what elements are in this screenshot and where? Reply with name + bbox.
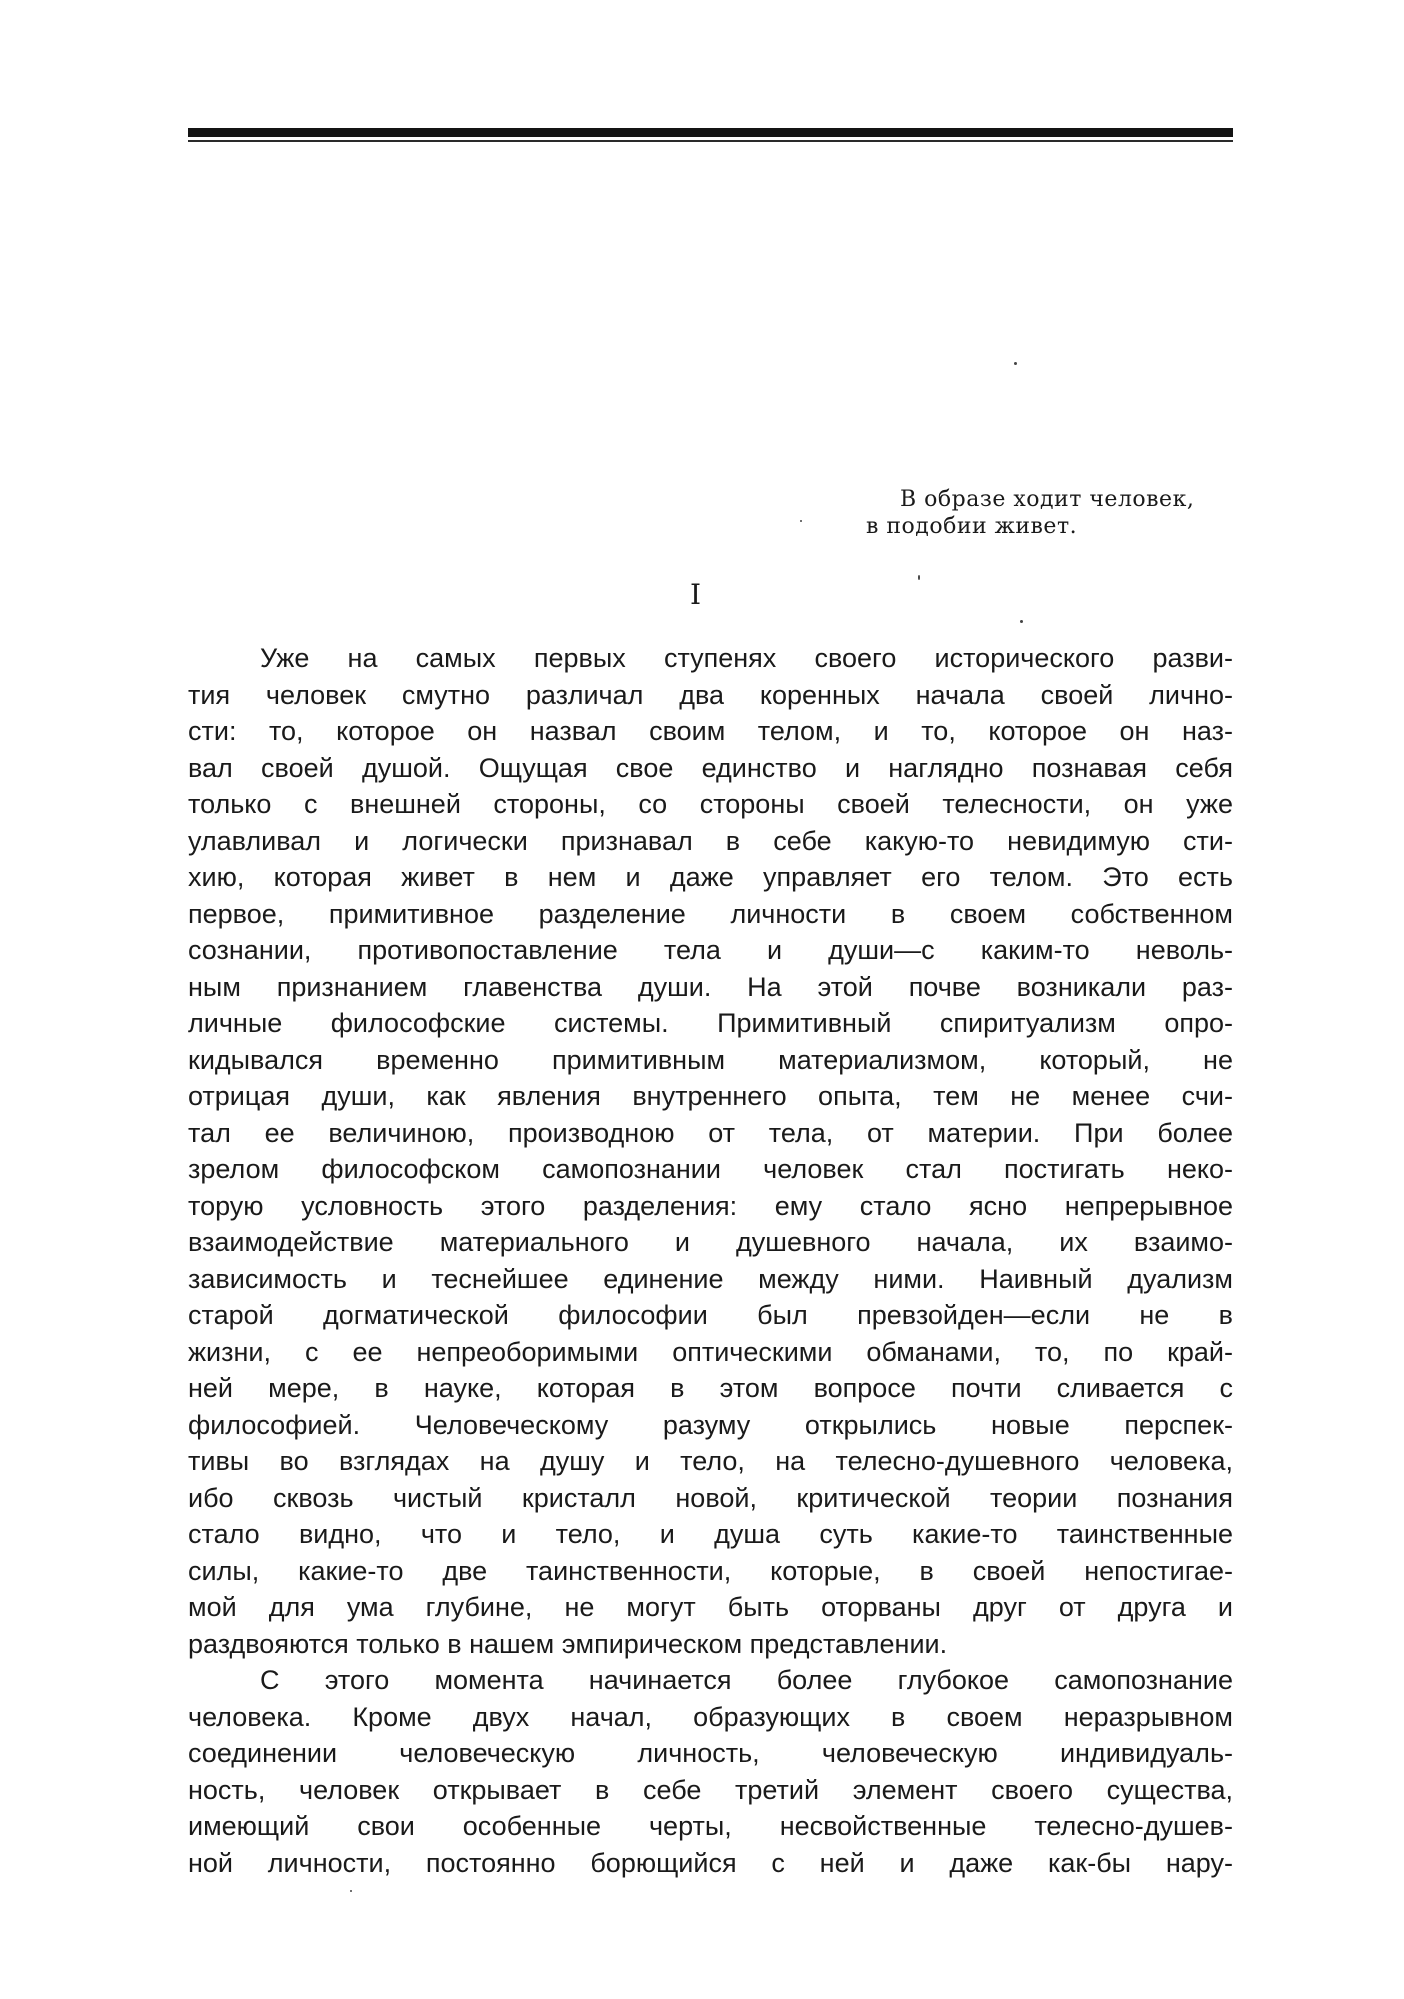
- text-line: взаимодействие материального и душевного начала, их взаимо-: [188, 1227, 1233, 1257]
- text-line: ней мере, в науке, которая в этом вопросе почти сливается с: [188, 1373, 1233, 1403]
- epigraph-line-1: В образе ходит человек,: [900, 487, 1195, 512]
- text-line: раздвояются только в нашем эмпирическом представлении.: [188, 1628, 948, 1659]
- text-line: ность, человек открывает в себе третий элемент своего существа,: [188, 1774, 1233, 1805]
- text-line: торую условность этого разделения: ему стало ясно непрерывное: [188, 1190, 1233, 1221]
- text-line: зрелом философском самопознании человек стал постигать неко-: [188, 1154, 1233, 1184]
- text-line: стало видно, что и тело, и душа суть какие-то таинственные: [188, 1519, 1233, 1549]
- header-rule-thin: [188, 140, 1233, 142]
- text-line: философией. Человеческому разуму открылись новые перспек-: [188, 1409, 1233, 1440]
- epigraph: [860, 486, 1240, 540]
- text-line: человека. Кроме двух начал, образующих в своем неразрывном: [188, 1701, 1233, 1732]
- text-line: силы, какие-то две таинственности, которые, в своей непостигае-: [188, 1555, 1233, 1586]
- text-line: Уже на самых первых ступенях своего исторического разви-: [260, 643, 1233, 673]
- scan-speck: [800, 520, 802, 522]
- text-line: кидывался временно примитивным материализмом, который, не: [188, 1044, 1233, 1075]
- text-line: первое, примитивное разделение личности в своем собственном: [188, 898, 1233, 929]
- text-line: соединении человеческую личность, человеческую индивидуаль-: [188, 1738, 1233, 1768]
- text-line: С этого момента начинается более глубокое самопознание: [260, 1665, 1233, 1695]
- text-line: сознании, противопоставление тела и души—с каким-то неволь-: [188, 935, 1233, 965]
- scan-speck: [1020, 620, 1023, 623]
- text-line: старой догматической философии был превзойден—если не в: [188, 1300, 1233, 1330]
- text-line: хию, которая живет в нем и даже управляет его телом. Это есть: [188, 862, 1233, 892]
- body-text: [188, 640, 1233, 1881]
- text-line: ибо сквозь чистый кристалл новой, критической теории познания: [188, 1482, 1233, 1513]
- chapter-number: I: [690, 578, 702, 611]
- text-line: мой для ума глубине, не могут быть оторваны друг от друга и: [188, 1592, 1233, 1622]
- text-line: ным признанием главенства души. На этой почве возникали раз-: [188, 971, 1233, 1002]
- text-line: вал своей душой. Ощущая свое единство и наглядно познавая себя: [188, 752, 1233, 783]
- text-line: отрицая души, как явления внутреннего опыта, тем не менее счи-: [188, 1081, 1233, 1111]
- text-line: личные философские системы. Примитивный спиритуализм опро-: [188, 1008, 1233, 1038]
- scan-speck: [1014, 362, 1017, 365]
- text-line: сти: то, которое он назвал своим телом, и то, которое он наз-: [188, 716, 1233, 746]
- text-line: тивы во взглядах на душу и тело, на телесно-душевного человека,: [188, 1446, 1233, 1476]
- scan-speck: [350, 1890, 352, 1892]
- text-line: только с внешней стороны, со стороны своей телесности, он уже: [188, 789, 1233, 819]
- text-line: жизни, с ее непреоборимыми оптическими обманами, то, по край-: [188, 1336, 1233, 1367]
- epigraph-line-2: в подобии живет.: [866, 514, 1078, 539]
- text-line: ной личности, постоянно борющийся с ней и даже как-бы нару-: [188, 1847, 1233, 1878]
- text-line: тия человек смутно различал два коренных начала своей лично-: [188, 679, 1233, 710]
- text-line: улавливал и логически признавал в себе какую-то невидимую сти-: [188, 825, 1233, 856]
- scan-speck: [918, 575, 920, 580]
- text-line: имеющий свои особенные черты, несвойственные телесно-душев-: [188, 1811, 1233, 1841]
- header-rule-thick: [188, 128, 1233, 137]
- text-line: тал ее величиною, производною от тела, от материи. При более: [188, 1117, 1233, 1148]
- text-line: зависимость и теснейшее единение между ними. Наивный дуализм: [188, 1263, 1233, 1294]
